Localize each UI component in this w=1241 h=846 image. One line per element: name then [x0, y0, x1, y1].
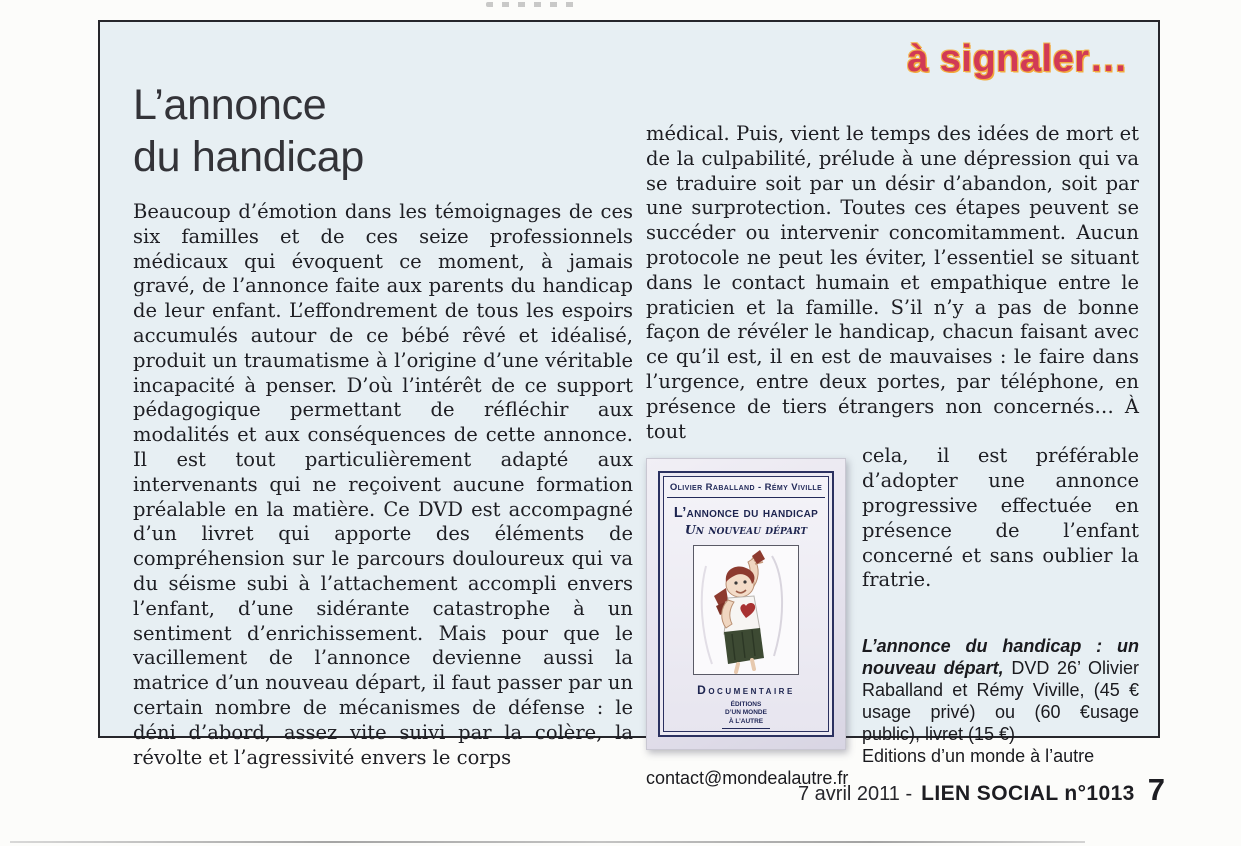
article-column-right: [646, 122, 1139, 789]
dvd-cover: [646, 458, 846, 750]
footer-page-number: 7: [1147, 772, 1165, 807]
caption-details: DVD 26’ Olivier Raballand et Rémy Viville, (45 € usage privé) ou (60 €usage public), livret (15 €): [862, 658, 1139, 745]
article-title: [133, 80, 364, 183]
article-title-line1: L’annonce: [133, 81, 327, 129]
dvd-genre: Documentaire: [697, 683, 795, 698]
rubric-heading: à signaler…: [907, 38, 1128, 80]
dvd-illustration-girl: [693, 545, 799, 675]
girl-drawing-icon: [694, 546, 798, 674]
footer-magazine-issue: LIEN SOCIAL n°1013: [921, 782, 1135, 805]
article-paragraph-right-2: cela, il est préférable d’adopter une annonce progressive effectuée en présence de l’enfant concerné et sans oublier la fratrie.: [862, 444, 1139, 592]
dvd-authors: Olivier Raballand - Rémy Viville: [667, 482, 825, 498]
article-panel: [98, 20, 1160, 789]
page-footer: [798, 772, 1165, 808]
article-column-left: [133, 200, 633, 770]
dvd-title: L’annonce du handicap: [673, 505, 819, 522]
article-paragraph-right-1: médical. Puis, vient le temps des idées de mort et de la culpabilité, prélude à une dépression qui va se traduire soit par un désir d’abandon, soit par une surprotection. Toutes ces étapes peuvent se succéder ou intervenir concomitamment. Aucun protocole ne peut les éviter, l’essentiel se situant dans le contact humain et empathique entre le praticien et la famille. S’il n’y a pas de bonne façon de révéler le handicap, chacun faisant avec ce qu’il est, il en est de mauvaises : le faire dans l’urgence, entre deux portes, par téléphone, en présence de tiers étrangers non concernés… À tout: [646, 122, 1139, 443]
dvd-cover-frame: [658, 471, 834, 737]
dvd-publisher-line2: D’UN MONDE: [725, 709, 767, 717]
article-title-line2: du handicap: [133, 132, 365, 181]
article-paragraph-left: Beaucoup d’émotion dans les témoignages de ces six familles et de ces seize professionnels médicaux qui évoquent ce moment, à jamais gravé, de l’annonce faite aux parents du handicap de leur enfant. L’effondrement de tous les espoirs accumulés autour de ce bébé rêvé et idéalisé, produit un traumatisme à l’origine d’une véritable incapacité à penser. D’où l’intérêt de ce support pédagogique permettant de réfléchir aux modalités et aux conséquences de cette annonce. Il est tout particulièrement adapté aux intervenants qui ne reçoivent aucune formation préalable en la matière. Ce DVD est accompagné d’un livret qui apporte des éléments de compréhension sur le parcours douloureux qui va du séisme subi à l’attachement accompli envers l’enfant, d’une sidérante catastrophe à un sentiment d’enrichissement. Mais pour que le vacillement de l’annonce devienne aussi la matrice d’un nouveau départ, il faut passer par un certain nombre de mécanismes de défense : le déni d’abord, assez vite suivi par la colère, la révolte et l’agressivité envers le corps: [133, 200, 633, 769]
caption-title: L’annonce du handicap : un nouveau départ,: [862, 636, 1139, 679]
dvd-publisher-line1: ÉDITIONS: [730, 701, 762, 709]
dvd-publisher-line3: À L’AUTRE: [728, 717, 764, 725]
dvd-subtitle: Un nouveau départ: [684, 522, 808, 538]
scan-artifact-bottom: [10, 841, 1085, 843]
dvd-publisher-logo: [722, 701, 770, 728]
caption-contact-email: contact@mondealautre.fr: [646, 768, 849, 789]
scan-artifact-top: [486, 2, 576, 7]
caption-publisher: Editions d’un monde à l’autre: [862, 746, 1095, 767]
footer-date: 7 avril 2011 -: [798, 783, 913, 805]
